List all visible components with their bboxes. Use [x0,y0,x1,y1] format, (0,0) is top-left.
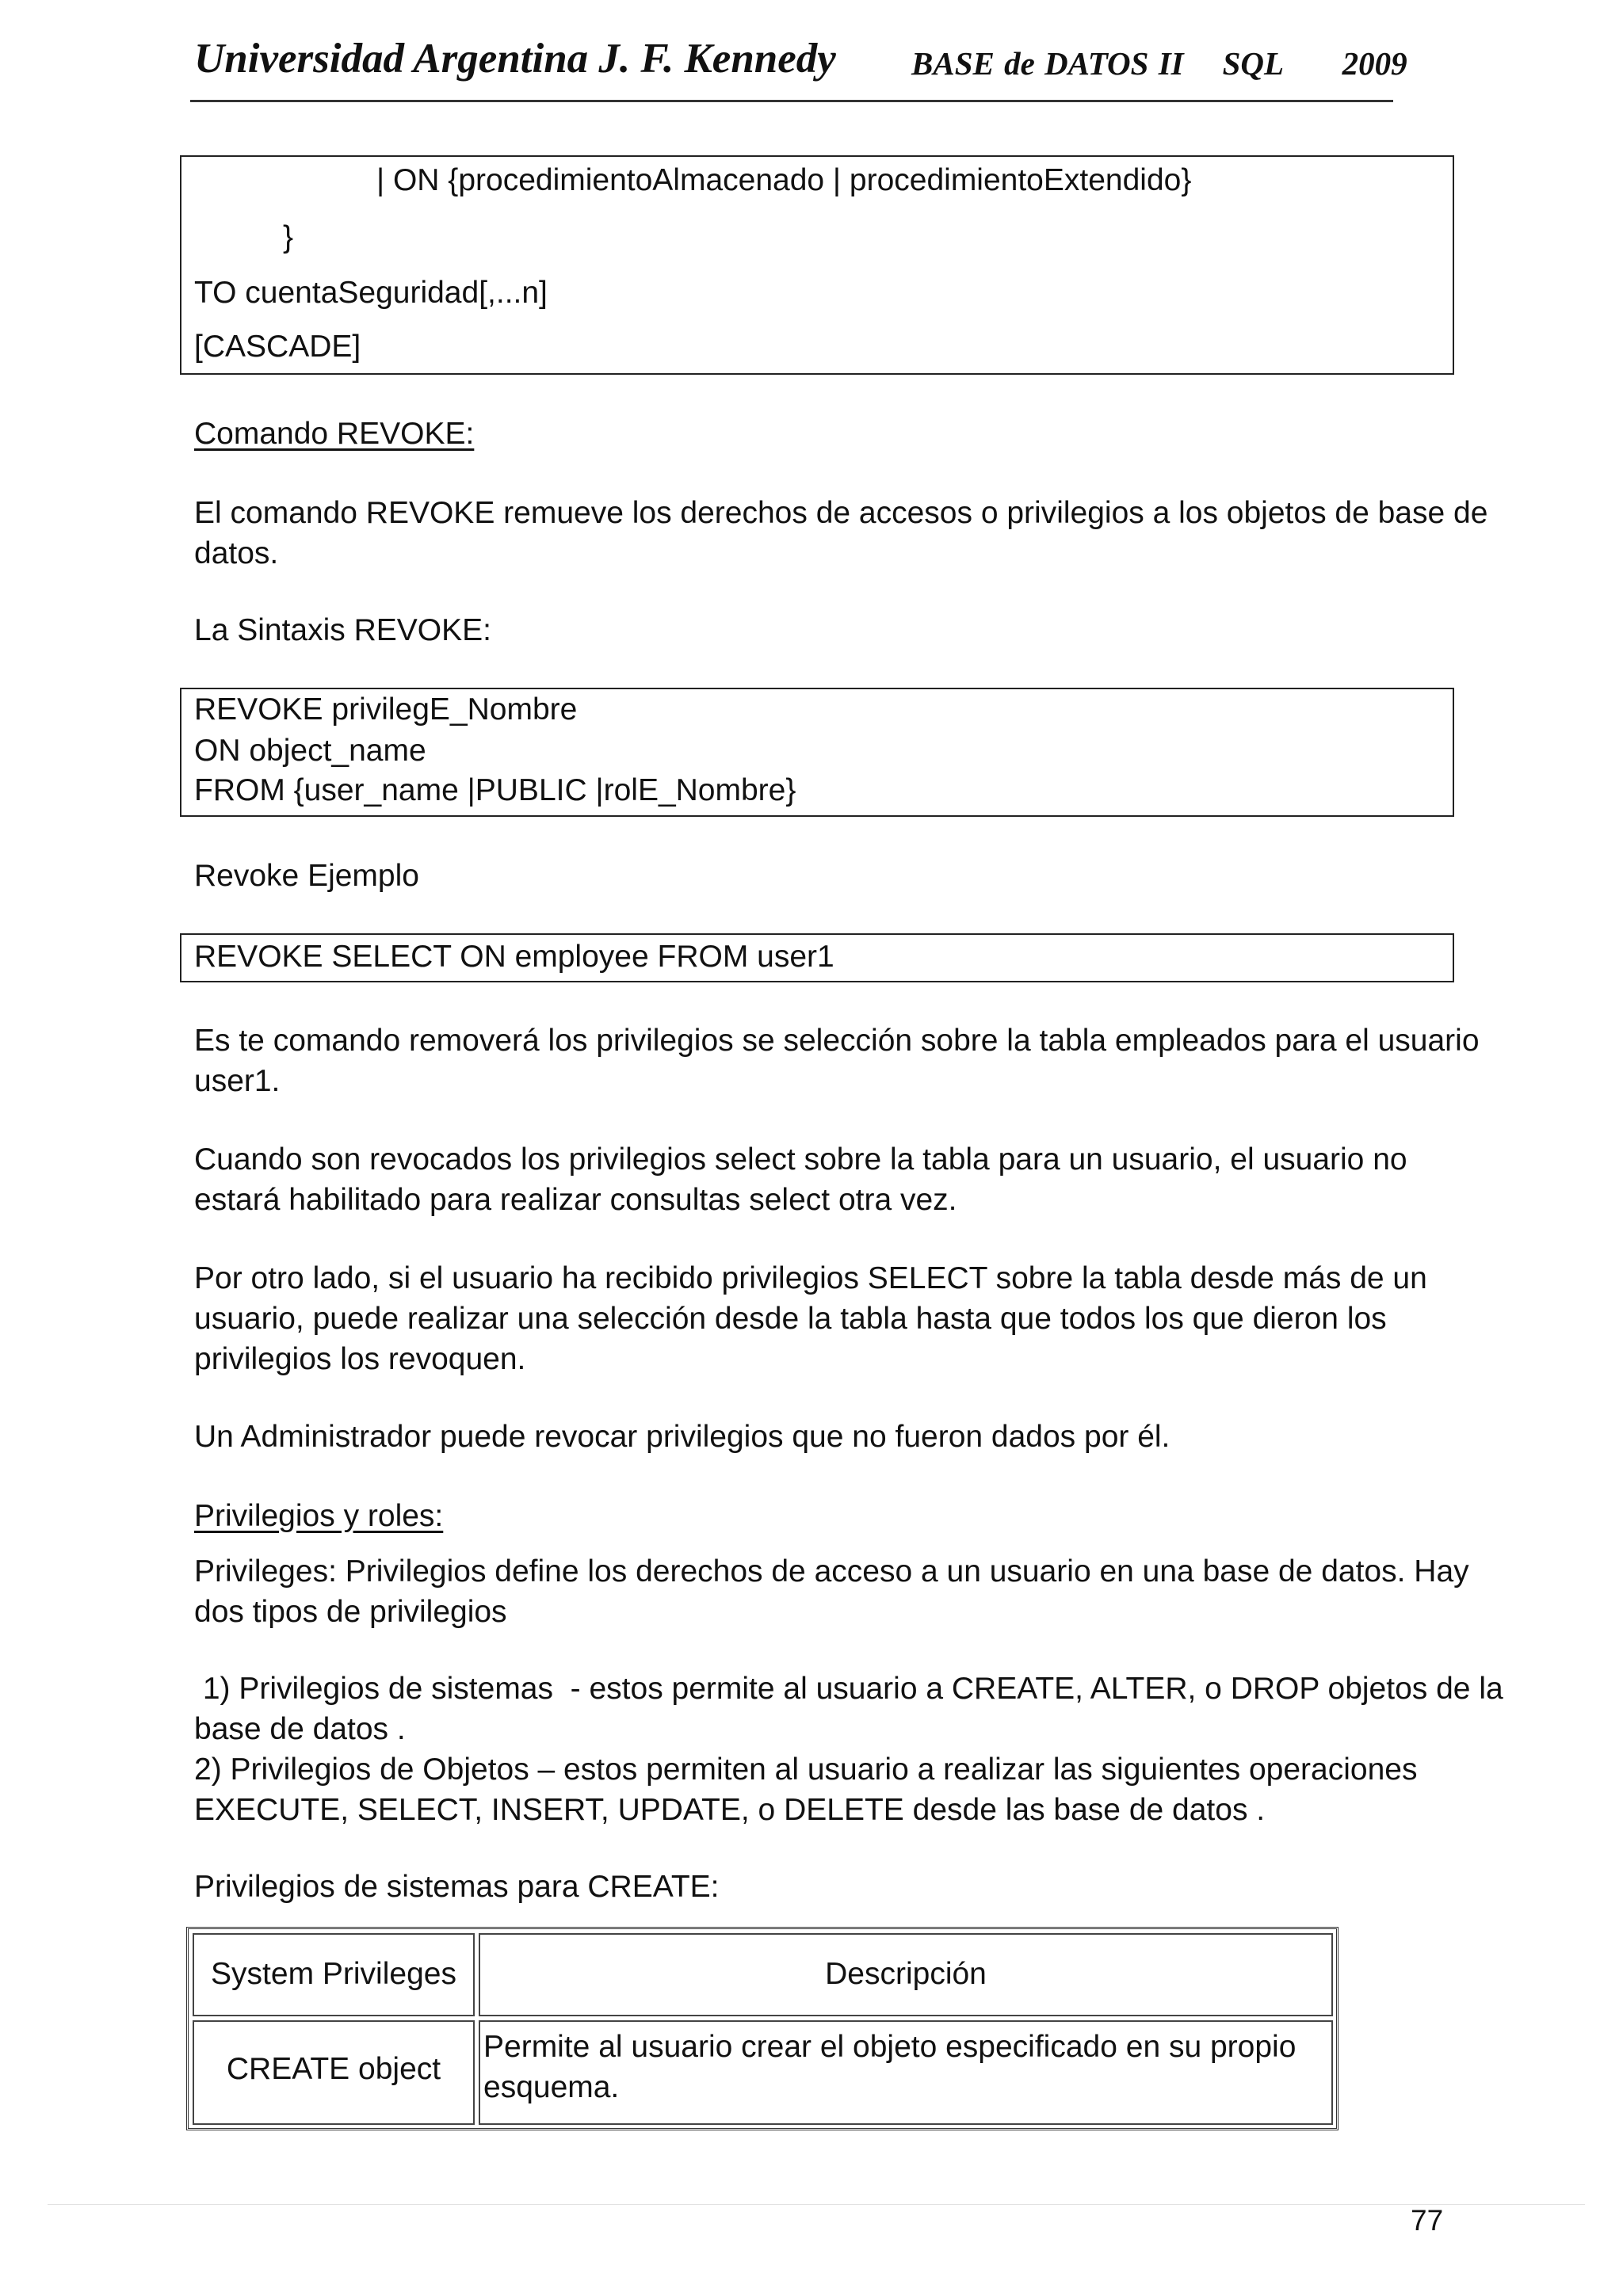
text-line: Permite al usuario crear el objeto especificado en su propio [483,2030,1296,2064]
revoke-example-box [180,933,1454,982]
code-line: TO cuentaSeguridad[,...n] [194,276,548,310]
cell-value: CREATE object [226,2052,441,2086]
revoke-heading: Comando REVOKE: [194,417,475,451]
revoke-syntax-box [180,688,1454,817]
paragraph [194,1020,1480,1101]
header-label: System Privileges [211,1957,456,1991]
code-line: ON object_name [194,734,426,768]
header-year: 2009 [1342,45,1407,82]
page-number: 77 [1411,2204,1444,2237]
paragraph [194,1258,1427,1379]
text-line: usuario, puede realizar una selección desde la tabla hasta que todos los que dieron los [194,1302,1387,1336]
header-subject: SQL [1222,45,1285,82]
code-line: REVOKE privilegE_Nombre [194,692,578,727]
code-line: | ON {procedimientoAlmacenado | procedimientoExtendido} [376,163,1192,197]
privileges-list [194,1669,1503,1830]
code-line: [CASCADE] [194,330,361,364]
revoke-syntax-label: La Sintaxis REVOKE: [194,613,491,647]
table-header-cell [193,1933,475,2016]
header-university: Universidad Argentina J. F. Kennedy [194,36,836,82]
text-line: 2) Privilegios de Objetos – estos permiten al usuario a realizar las siguientes operaciones [194,1753,1418,1787]
text-line: privilegios los revoquen. [194,1342,526,1376]
privileges-heading: Privilegios y roles: [194,1499,444,1533]
revoke-description [194,493,1487,574]
code-line: REVOKE SELECT ON employee FROM user1 [194,940,834,974]
text-line: Un Administrador puede revocar privilegios que no fueron dados por él. [194,1420,1170,1454]
text-line: El comando REVOKE remueve los derechos de accesos o privilegios a los objetos de base de [194,496,1488,530]
text-line: Privileges: Privilegios define los derechos de acceso a un usuario en una base de datos. Hay [194,1554,1469,1589]
header-course: BASE de DATOS II [911,45,1184,82]
header-label: Descripción [825,1957,987,1991]
privileges-intro [194,1551,1469,1632]
code-line: FROM {user_name |PUBLIC |rolE_Nombre} [194,773,796,807]
text-line: 1) Privilegios de sistemas - estos permite al usuario a CREATE, ALTER, o DROP objetos de la [194,1672,1503,1706]
paragraph [194,1139,1407,1220]
text-line: base de datos . [194,1712,406,1746]
code-line: } [283,220,294,254]
privileges-table [186,1927,1338,2130]
text-line: Es te comando removerá los privilegios se selección sobre la tabla empleados para el usuario [194,1024,1480,1058]
text-line: EXECUTE, SELECT, INSERT, UPDATE, o DELETE desde las base de datos . [194,1793,1266,1827]
text-line: datos. [194,536,279,570]
grant-syntax-box [180,155,1454,375]
paragraph [194,1417,1170,1457]
cell-value [483,2027,1296,2107]
text-line: dos tipos de privilegios [194,1595,507,1629]
footer-divider [48,2204,1585,2205]
text-line: Cuando son revocados los privilegios select sobre la tabla para un usuario, el usuario no [194,1142,1407,1177]
revoke-example-label: Revoke Ejemplo [194,859,419,893]
header-divider [190,100,1393,102]
table-header-cell [479,1933,1333,2016]
table-cell [479,2020,1333,2125]
table-caption: Privilegios de sistemas para CREATE: [194,1870,720,1904]
header-course-info [911,44,1407,82]
text-line: Por otro lado, si el usuario ha recibido privilegios SELECT sobre la tabla desde más de un [194,1261,1427,1295]
text-line: esquema. [483,2070,620,2104]
text-line: user1. [194,1064,281,1098]
table-cell [193,2020,475,2125]
text-line: estará habilitado para realizar consultas select otra vez. [194,1183,957,1217]
